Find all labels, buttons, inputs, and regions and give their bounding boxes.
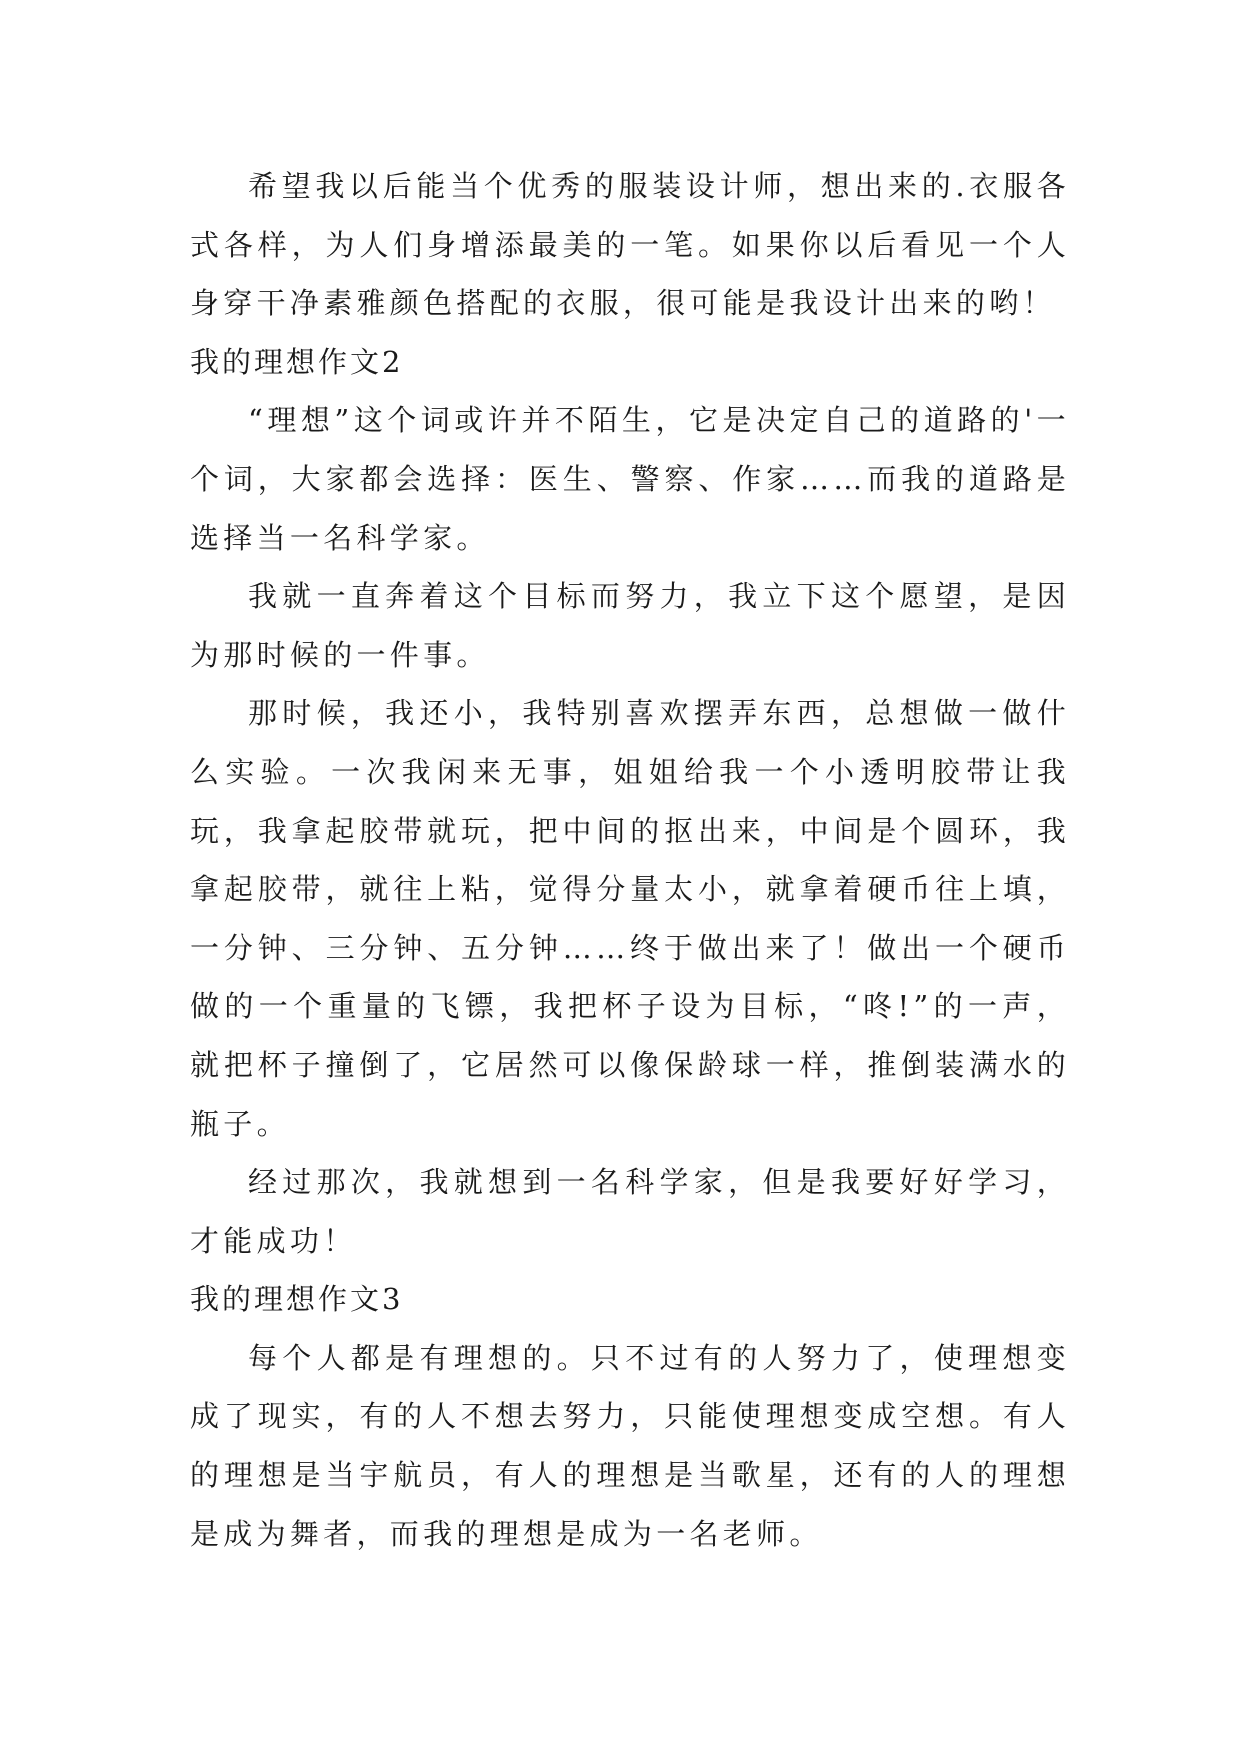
paragraph-experiment: 那时候，我还小，我特别喜欢摆弄东西，总想做一做什么实验。一次我闲来无事，姐姐给我一个小透明胶带让我玩，我拿起胶带就玩，把中间的抠出来，中间是个圆环，我拿起胶带，就往上粘，觉得分量太小，就拿着硬币往上填，一分钟、三分钟、五分钟……终于做出来了！做出一个硬币做的一个重量的飞镖，我把杯子设为目标，“咚!”的一声，就把杯子撞倒了，它居然可以像保龄球一样，推倒装满水的瓶子。 (190, 696, 1070, 1141)
paragraph-conclusion: 经过那次，我就想到一名科学家，但是我要好好学习，才能成功！ (190, 1165, 1070, 1258)
paragraph-ideal-word: “理想”这个词或许并不陌生，它是决定自己的道路的'一个词，大家都会选择：医生、警察、作家……而我的道路是选择当一名科学家。 (190, 403, 1070, 555)
essay-heading-2: 我的理想作文2 (190, 344, 404, 379)
essay-heading-3: 我的理想作文3 (190, 1282, 404, 1317)
paragraph-fashion-designer: 希望我以后能当个优秀的服装设计师，想出来的.衣服各式各样，为人们身增添最美的一笔。如果你以后看见一个人身穿干净素雅颜色搭配的衣服，很可能是我设计出来的哟！ (190, 169, 1070, 321)
document-body (190, 157, 1070, 1563)
paragraph-goal: 我就一直奔着这个目标而努力，我立下这个愿望，是因为那时候的一件事。 (190, 579, 1070, 672)
paragraph-teacher: 每个人都是有理想的。只不过有的人努力了，使理想变成了现实，有的人不想去努力，只能使理想变成空想。有人的理想是当宇航员，有人的理想是当歌星，还有的人的理想是成为舞者，而我的理想是成为一名老师。 (190, 1340, 1070, 1551)
